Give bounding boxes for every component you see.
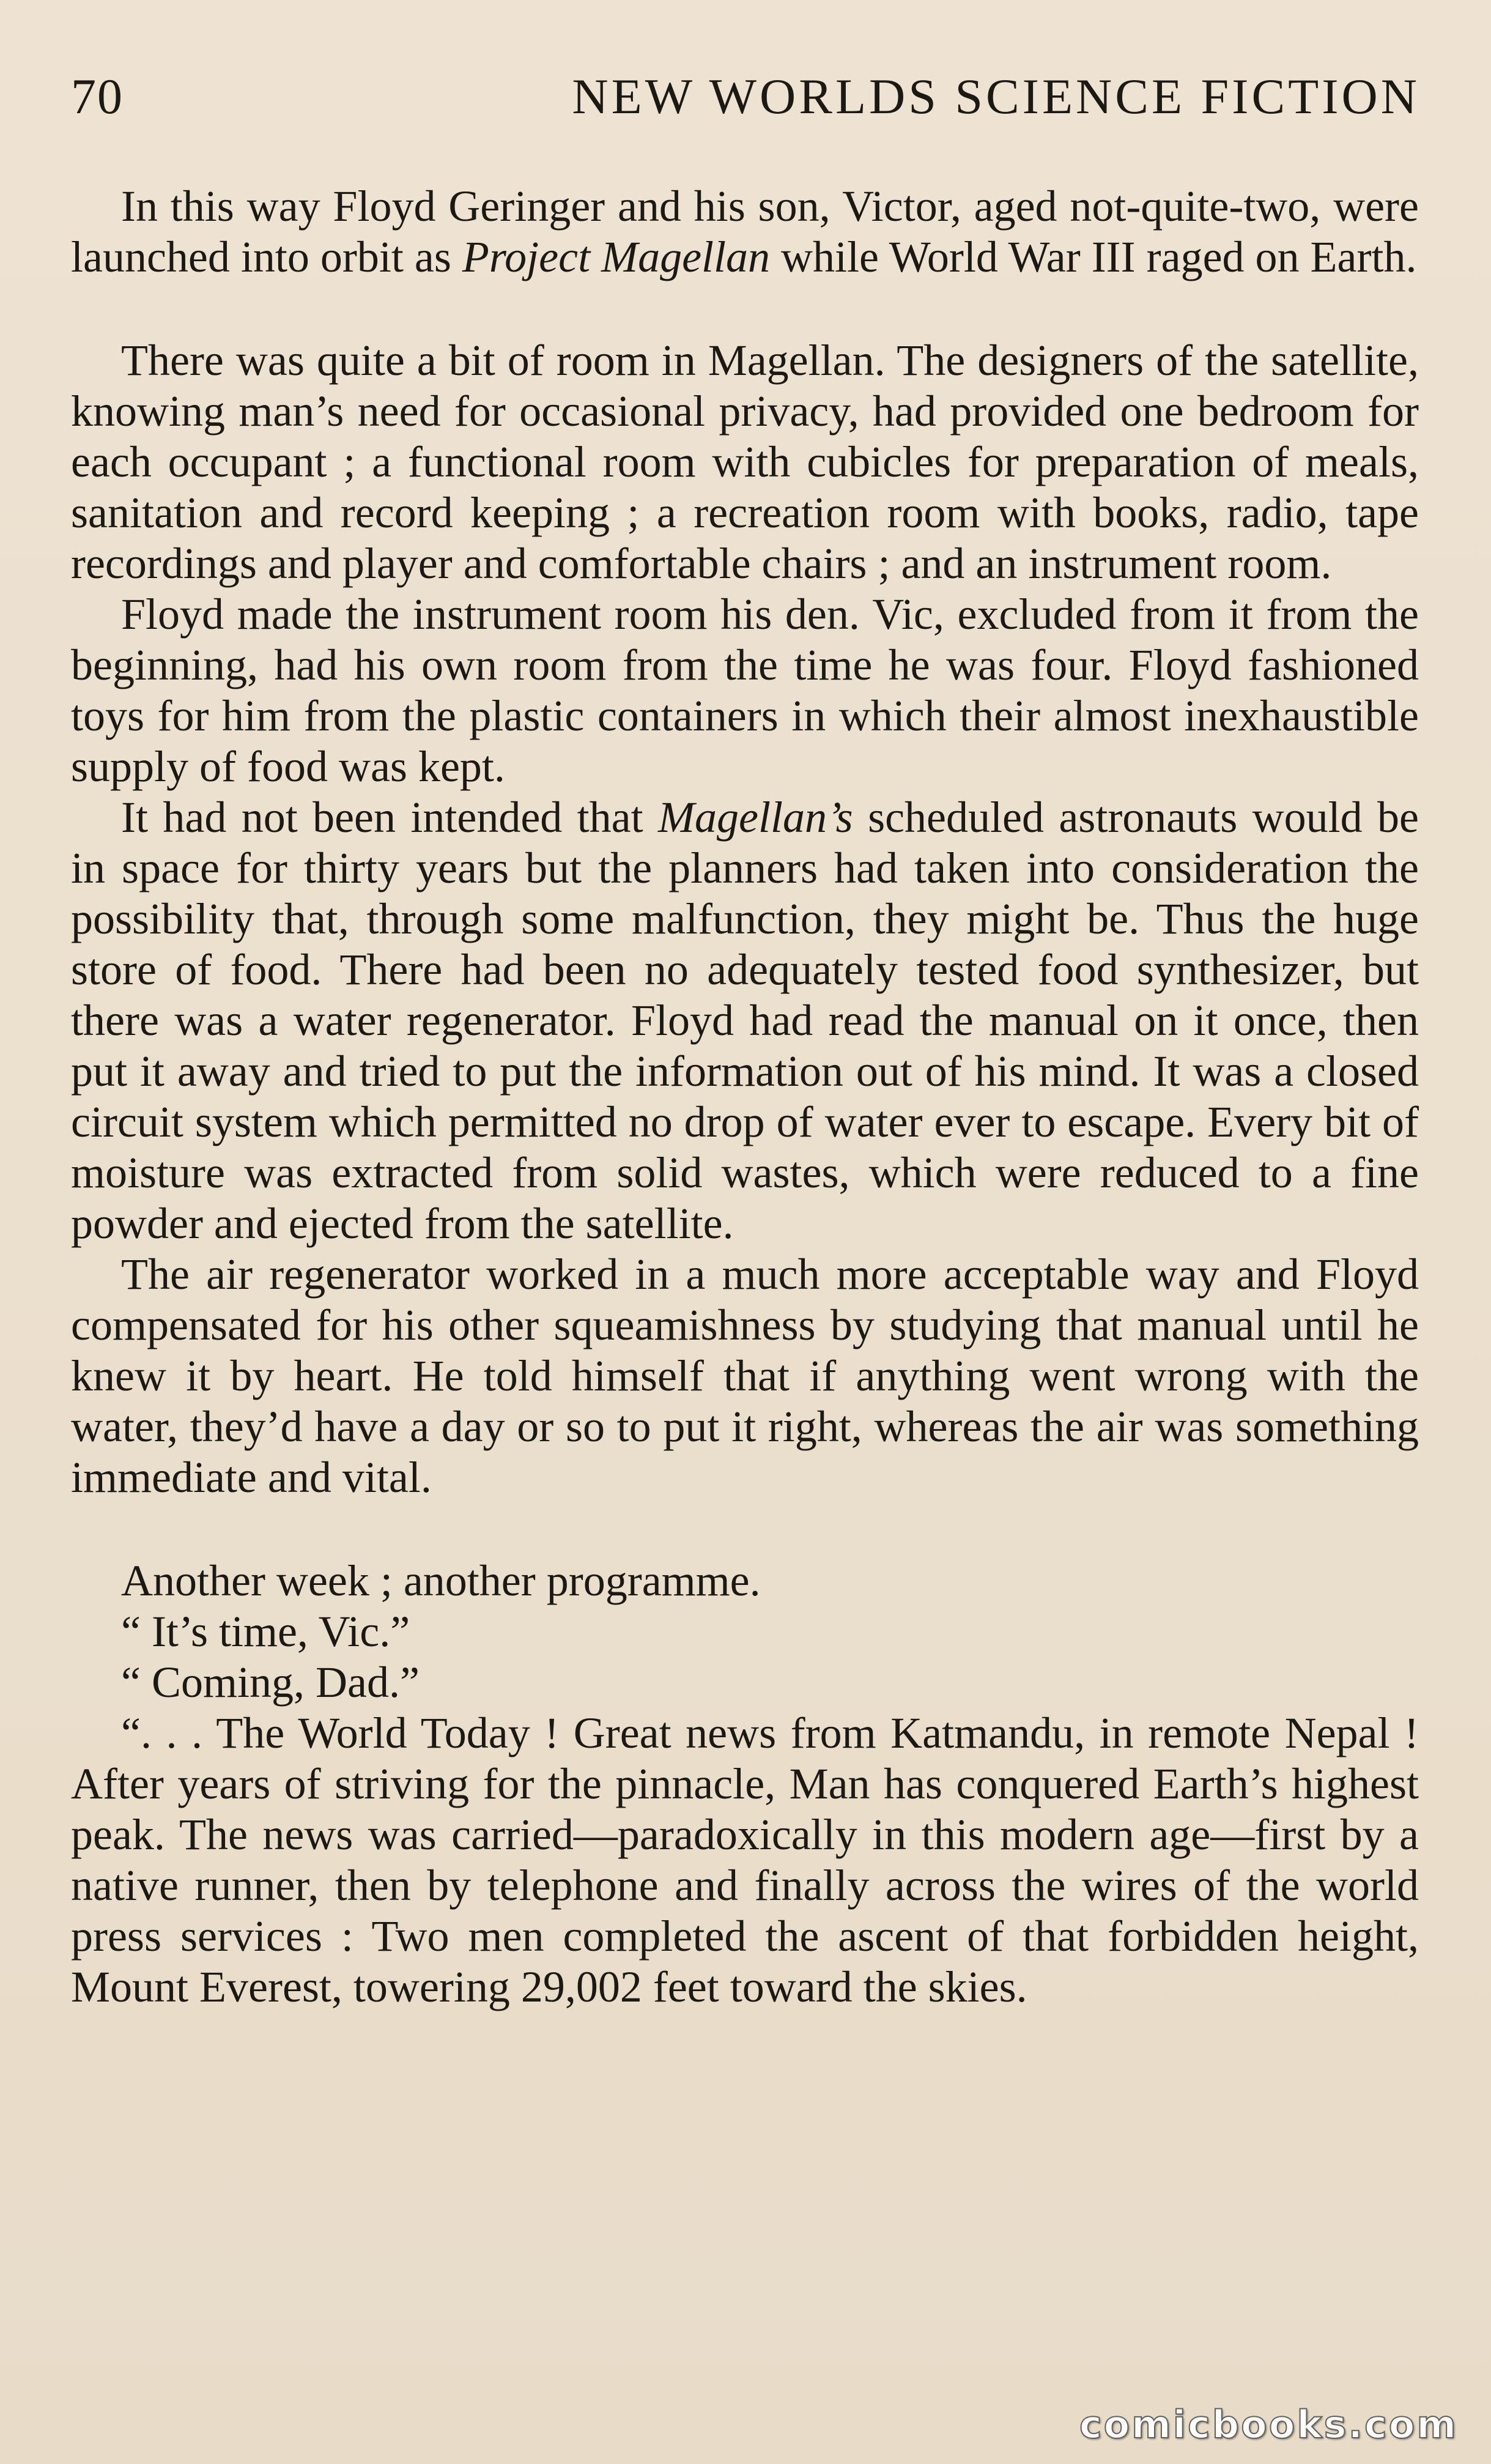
paragraph-text: In this way Floyd Geringer and his son, Victor, aged not-quite-two, were launched into orbit as [71,182,1419,281]
paragraph-air: The air regenerator worked in a much more acceptable way and Floyd compensated for his other squeamishness by studying that manual until he knew it by heart. He told himself that if anything went wrong with the water, they’d have a day or so to put it right, whereas the air was something immediate and vital. [71,1250,1419,1502]
paragraph-magellan [71,792,1419,1249]
paragraph-room: There was quite a bit of room in Magellan. The designers of the satellite, knowing man’s need for occasional privacy, had provided one bedroom for each occupant ; a functional room with cubicles for preparation of meals, sanitation and record keeping ; a recreation room with books, radio, tape recordings and player and comfortable chairs ; and an instrument room. [71,336,1419,588]
watermark: comicbooks.com [1079,2402,1458,2447]
italic-title: Project Magellan [462,232,771,281]
running-title: NEW WORLDS SCIENCE FICTION [572,69,1420,124]
paragraph-launch [71,181,1419,283]
paragraph-text: It had not been intended that [121,793,659,842]
italic-title: Magellan’s [658,793,853,842]
page-number: 70 [71,69,124,124]
paragraph-text: while World War III raged on Earth. [770,232,1417,281]
running-head [71,67,1420,126]
paragraph-broadcast: “. . . The World Today ! Great news from Katmandu, in remote Nepal ! After years of striving for the pinnacle, Man has conquered Earth’s highest peak. The news was carried—paradoxically in this modern age—first by a native runner, then by telephone and finally across the wires of the world press services : Two men completed the ascent of that forbidden height, Mount Everest, towering 29,002 feet toward the skies. [71,1709,1419,2011]
paragraph-text: scheduled astronauts would be in space for thirty years but the planners had taken into consideration the possibility that, through some malfunction, they might be. Thus the huge store of food. There had been no adequately tested food synthesizer, but there was a water regenerator. Floyd had read the manual on it once, then put it away and tried to put the information out of his mind. It was a closed circuit system which permitted no drop of water ever to escape. Every bit of moisture was extracted from solid wastes, which were reduced to a fine powder and ejected from the satellite. [71,793,1419,1248]
body-text [71,181,1419,2013]
dialogue-its-time: “ It’s time, Vic.” [121,1607,410,1656]
dialogue-coming: “ Coming, Dad.” [121,1658,420,1707]
paragraph-den: Floyd made the instrument room his den. Vic, excluded from it from the beginning, had his own room from the time he was four. Floyd fashioned toys for him from the plastic containers in which their almost inexhaustible supply of food was kept. [71,590,1419,791]
paragraph-another-week: Another week ; another programme. [121,1556,761,1605]
